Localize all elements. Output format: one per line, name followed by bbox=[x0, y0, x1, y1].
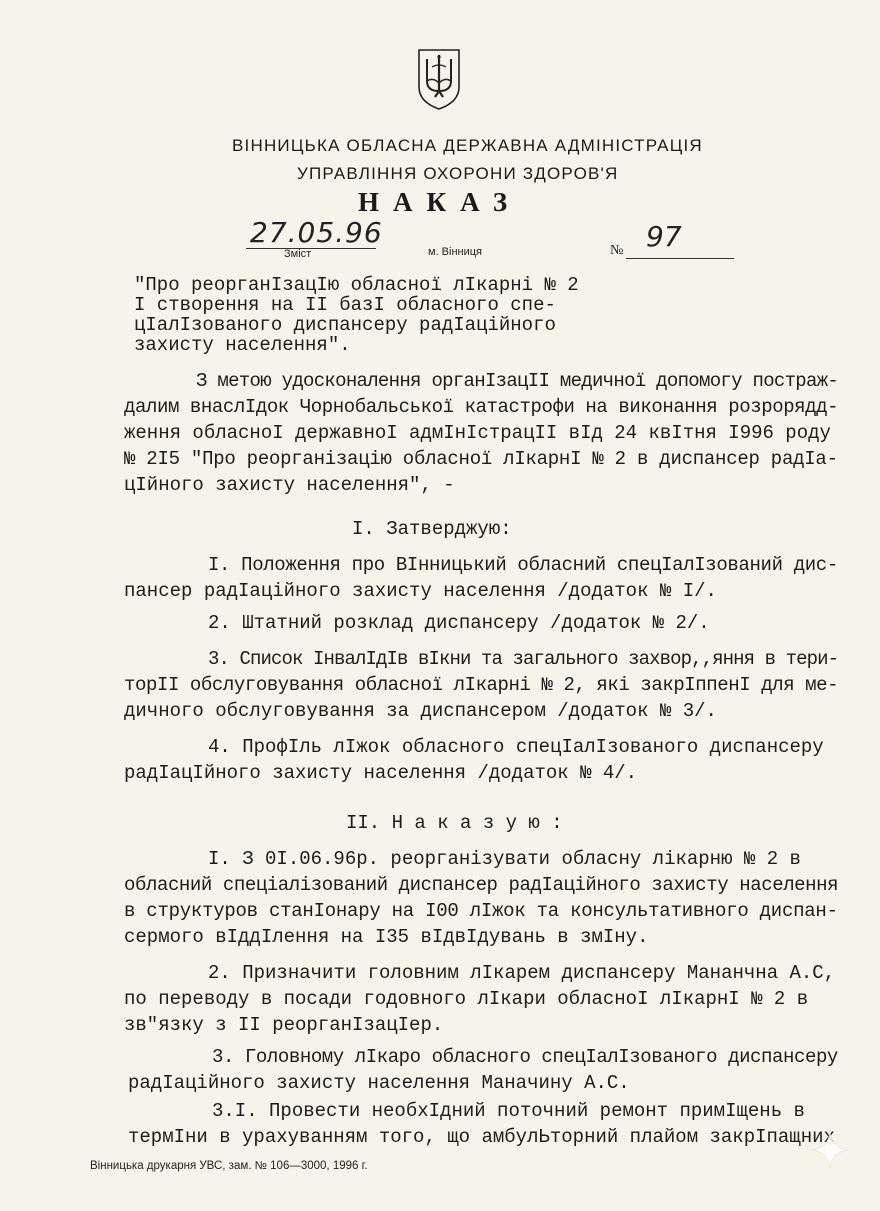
section2-item-line: зв"язку з II реорганIзацIер. bbox=[124, 1014, 444, 1036]
section2-item-line: в структуров станIонару на I00 лIжок та консультативного диспан- bbox=[124, 900, 838, 922]
date-handwritten: 27.05.96 bbox=[250, 216, 383, 249]
printer-footer: Вінницька друкарня УВС, зам. № 106—3000, 1996 г. bbox=[90, 1160, 368, 1172]
section1-item-line: 3. Список IнвалIдIв вIкни та загального захвор,,яння в тери- bbox=[208, 648, 839, 670]
section1-item-line: пансер радIацiйного захисту населення /додаток № I/. bbox=[124, 580, 717, 602]
section1-item-line: дичного обслуговування за диспансером /додаток № 3/. bbox=[124, 700, 717, 722]
section2-item-line: термIни в урахуванням того, що амбулЬторний плайом закрIпащних bbox=[128, 1126, 835, 1148]
section1-item-line: 2. Штатний розклад диспансеру /додаток № 2/. bbox=[208, 612, 710, 634]
subject-line: цIалIзованого диспансеру радIацiйного bbox=[134, 314, 556, 336]
section2-item-line: 2. Призначити головним лIкарем диспансеру Мананчна А.С, bbox=[208, 962, 836, 984]
section2-item-line: радIацiйного захисту населення Маначину А.С. bbox=[128, 1072, 630, 1094]
preamble-line: далим внаслIдок Чорнобальськоï катастрофи на виконання розрорядд- bbox=[124, 396, 839, 418]
section1-item-line: 4. ПрофIль лIжок обласного спецIалIзованого диспансеру bbox=[208, 736, 824, 758]
section2-item-line: 3.I. Провести необхIдний поточний ремонт примIщень в bbox=[212, 1100, 805, 1122]
number-handwritten: 97 bbox=[646, 220, 682, 253]
section1-item-line: I. Положення про ВIнницький обласний спецIалIзований дис- bbox=[208, 554, 838, 576]
section2-item-line: сермого вIддIлення на I35 вIдвIдувань в змIну. bbox=[124, 926, 649, 948]
number-underline bbox=[626, 258, 734, 259]
subject-line: захисту населення". bbox=[134, 334, 351, 356]
subject-line: I створення на II базI обласного спе- bbox=[134, 294, 556, 316]
number-label: № bbox=[610, 243, 624, 258]
date-caption: Зміст bbox=[284, 248, 312, 260]
trident-emblem-icon bbox=[416, 47, 462, 111]
sparkle-icon bbox=[810, 1130, 850, 1170]
section2-item-line: по переводу в посади годовного лIкари обласноI лIкарнI № 2 в bbox=[124, 988, 809, 1010]
section2-item-line: I. З 0I.06.96р. реорганiзувати обласну лiкарню № 2 в bbox=[208, 848, 801, 870]
preamble-line: цIйного захисту населення", - bbox=[124, 474, 455, 496]
section2-item-line: 3. Головному лIкаро обласного спецIалIзованого диспансеру bbox=[212, 1046, 838, 1068]
section2-title: II. Н а к а з у ю : bbox=[346, 812, 563, 834]
department-title: УПРАВЛІННЯ ОХОРОНИ ЗДОРОВ'Я bbox=[297, 164, 619, 183]
subject-line: "Про реорганIзацIю обласноï лIкарнi № 2 bbox=[134, 274, 579, 296]
preamble-line: З метою удосконалення органIзацII медичноï допомогу постраж- bbox=[196, 370, 839, 392]
section1-item-line: радIацIйного захисту населення /додаток № 4/. bbox=[124, 762, 638, 784]
preamble-line: ження обласноI державноI адмIнIстрацII вIд 24 квIтня I996 роду bbox=[124, 422, 831, 444]
section1-item-line: торII обслуговування обласноï лIкарнi № 2, якi закрIппенI для ме- bbox=[124, 674, 839, 696]
preamble-line: № 2I5 "Про реорганiзацiю обласноï лIкарнI № 2 в диспансер радIа- bbox=[124, 448, 838, 470]
organization-title: ВІННИЦЬКА ОБЛАСНА ДЕРЖАВНА АДМІНІСТРАЦІЯ bbox=[232, 136, 703, 155]
section1-title: I. Затверджую: bbox=[352, 518, 512, 540]
section2-item-line: обласний спецiалiзований диспансер радIацiйного захисту населення bbox=[124, 874, 839, 896]
city-label: м. Вінниця bbox=[428, 246, 483, 258]
document-type-title: НАКАЗ bbox=[358, 187, 522, 217]
